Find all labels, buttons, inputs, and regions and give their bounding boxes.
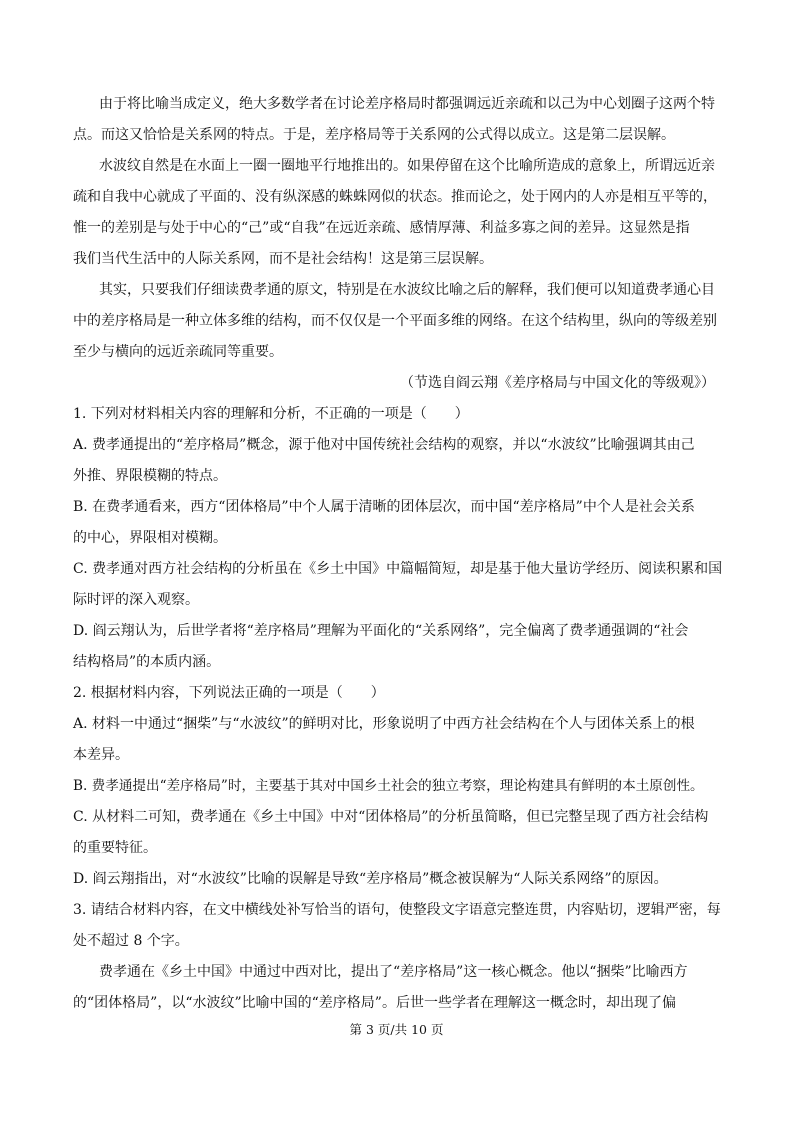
question-1-option-d-line-1: D. 阎云翔认为，后世学者将“差序格局”理解为平面化的“关系网络”，完全偏离了费孝通强调的“社会 [73,623,689,639]
question-1-option-a-line-2: 外推、界限模糊的特点。 [73,468,227,484]
question-1-option-d-line-2: 结构格局”的本质内涵。 [73,654,221,670]
question-1-option-b-line-1: B. 在费孝通看来，西方“团体格局”中个人属于清晰的团体层次，而中国“差序格局”中个人是社会关系 [73,499,695,515]
question-3-passage-line-2: 的“团体格局”，以“水波纹”比喻中国的“差序格局”。后世一些学者在理解这一概念时，却出现了偏 [73,995,676,1011]
paragraph-2-line-1: 水波纹自然是在水面上一圈一圈地平行地推出的。如果停留在这个比喻所造成的意象上，所谓远近亲 [99,158,715,174]
source-citation: （节选自阎云翔《差序格局与中国文化的等级观》） [400,375,715,391]
page-number-footer: 第 3 页/共 10 页 [349,1022,444,1037]
paragraph-3-line-3: 至少与横向的远近亲疏同等重要。 [73,344,283,360]
question-2-option-a-line-1: A. 材料一中通过“捆柴”与“水波纹”的鲜明对比，形象说明了中西方社会结构在个人与团体关系上的根 [73,716,695,732]
question-3-stem-line-2: 处不超过 8 个字。 [73,933,189,949]
paragraph-1-line-2: 点。而这又恰恰是关系网的特点。于是，差序格局等于关系网的公式得以成立。这是第二层误解。 [73,127,675,143]
paragraph-2-line-3: 惟一的差别是与处于中心的“己”或“自我”在远近亲疏、感情厚薄、利益多寡之间的差异。这显然是指 [73,220,690,236]
question-1-option-c-line-2: 际时评的深入观察。 [73,592,199,608]
question-1-stem: 1. 下列对材料相关内容的理解和分析，不正确的一项是（ ） [73,406,469,422]
paragraph-2-line-4: 我们当代生活中的人际关系网，而不是社会结构！这是第三层误解。 [73,251,493,267]
paragraph-1-line-1: 由于将比喻当成定义，绝大多数学者在讨论差序格局时都强调远近亲疏和以己为中心划圈子这两个特 [99,96,715,112]
question-3-passage-line-1: 费孝通在《乡土中国》中通过中西对比，提出了“差序格局”这一核心概念。他以“捆柴”比喻西方 [99,964,688,980]
question-2-stem: 2. 根据材料内容，下列说法正确的一项是（ ） [73,685,385,701]
paragraph-3-line-2: 中的差序格局是一种立体多维的结构，而不仅仅是一个平面多维的网络。在这个结构里，纵向的等级差别 [73,313,717,329]
paragraph-2-line-2: 疏和自我中心就成了平面的、没有纵深感的蛛蛛网似的状态。推而论之，处于网内的人亦是相互平等的， [73,189,717,205]
question-1-option-b-line-2: 的中心，界限相对模糊。 [73,530,227,546]
question-2-option-c-line-1: C. 从材料二可知，费孝通在《乡土中国》中对“团体格局”的分析虽简略，但已完整呈现了西方社会结构 [73,809,709,825]
paragraph-3-line-1: 其实，只要我们仔细读费孝通的原文，特别是在水波纹比喻之后的解释，我们便可以知道费孝通心目 [99,282,715,298]
question-1-option-c-line-1: C. 费孝通对西方社会结构的分析虽在《乡土中国》中篇幅简短，却是基于他大量访学经历、阅读积累和国 [73,561,723,577]
question-2-option-c-line-2: 的重要特征。 [73,840,157,856]
question-2-option-b-line-1: B. 费孝通提出“差序格局”时，主要基于其对中国乡土社会的独立考察，理论构建具有鲜明的本土原创性。 [73,778,704,794]
question-3-stem-line-1: 3. 请结合材料内容，在文中横线处补写恰当的语句，使整段文字语意完整连贯，内容贴切，逻辑严密，每 [73,902,721,918]
question-2-option-d-line-1: D. 阎云翔指出，对“水波纹”比喻的误解是导致“差序格局”概念被误解为“人际关系网络”的原因。 [73,871,668,887]
question-2-option-a-line-2: 本差异。 [73,747,129,763]
question-1-option-a-line-1: A. 费孝通提出的“差序格局”概念，源于他对中国传统社会结构的观察，并以“水波纹”比喻强调其由己 [73,437,695,453]
